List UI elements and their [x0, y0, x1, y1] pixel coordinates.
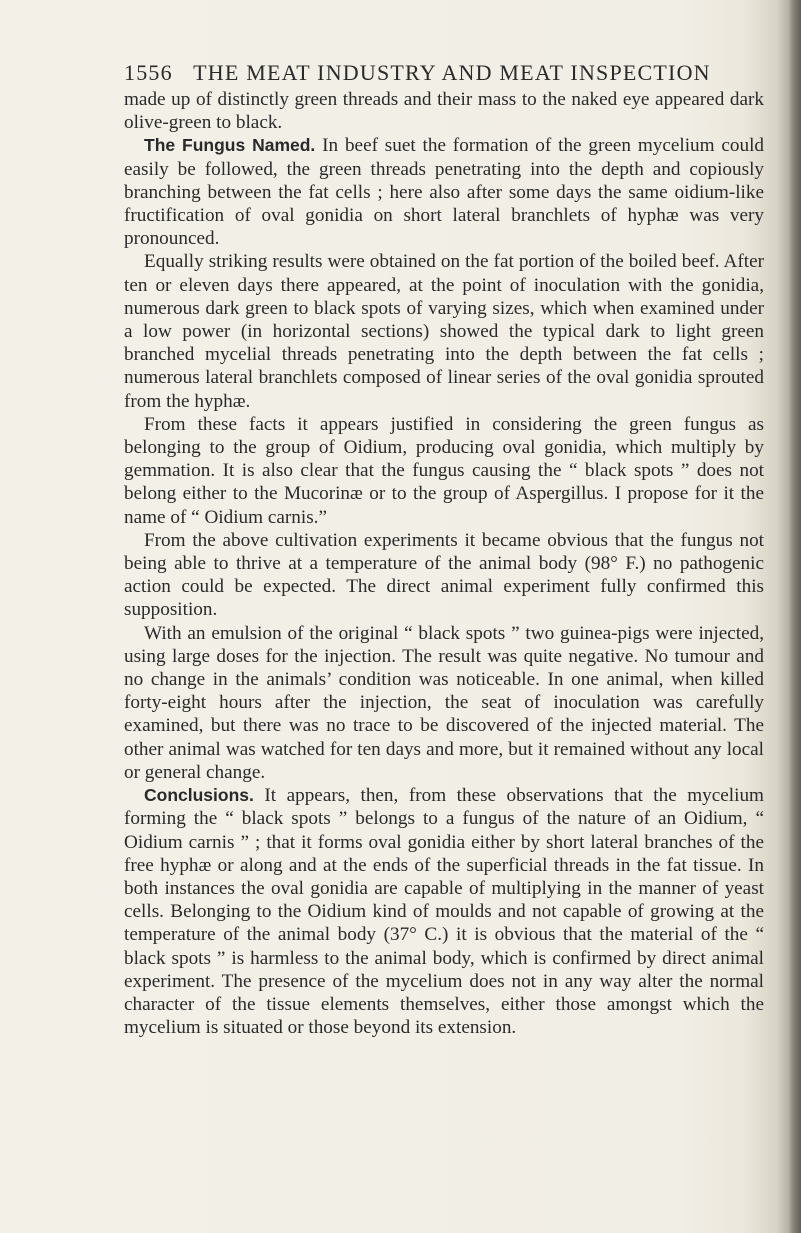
page-number: 1556: [124, 60, 173, 85]
paragraph-text: From these facts it appears justified in considering the green fungus as belonging to the group of Oidium, producing oval gonidia, which multiply by gemmation. It is also clear that the fungus causing the “ black spots ” does not belong either to the Mucorinæ or to the group of Aspergillus. I propose for it the name of “ Oidium carnis.”: [124, 413, 764, 528]
body-text: [124, 88, 764, 1039]
paragraph-text: In beef suet the formation of the green mycelium could easily be followed, the green threads penetrating into the depth and copiously branching between the fat cells ; here also after some days the same oidium-like fructification of oval gonidia on short lateral branchlets of hyphæ was very pronounced.: [124, 135, 765, 250]
paragraph: [124, 134, 764, 250]
paragraph: [124, 529, 764, 622]
paragraph: [124, 784, 764, 1039]
paragraph: [124, 88, 764, 134]
paragraph-text: From the above cultivation experiments it became obvious that the fungus not being able to thrive at a temperature of the animal body (98° F.) no pathogenic action could be expected. The direct animal experiment fully confirmed this supposition.: [124, 529, 764, 621]
paragraph-text: Equally striking results were obtained on the fat portion of the boiled beef. After ten or eleven days there appeared, at the point of inoculation with the gonidia, numerous dark green to black spots of varying sizes, which when examined under a low power (in horizontal sections) showed the typical dark to light green branched mycelial threads penetrating into the depth between the fat cells ; numerous lateral branchlets composed of linear series of the oval gonidia sprouted from the hyphæ.: [124, 251, 764, 412]
running-title: THE MEAT INDUSTRY AND MEAT INSPECTION: [193, 60, 711, 85]
running-header: [124, 60, 724, 86]
paragraph-text: With an emulsion of the original “ black spots ” two guinea-pigs were injected, using large doses for the injection. The result was quite negative. No tumour and no change in the animals’ condition was noticeable. In one animal, when killed forty-eight hours after the injection, the seat of inoculation was carefully examined, but there was no trace to be discovered of the injected material. The other animal was watched for ten days and more, but it remained without any local or general change.: [124, 622, 764, 783]
section-heading-fungus-named: The Fungus Named.: [144, 135, 316, 156]
paragraph: [124, 622, 764, 784]
paragraph-text: made up of distinctly green threads and their mass to the naked eye appeared dark olive-green to black.: [124, 89, 764, 134]
paragraph: [124, 250, 764, 412]
section-heading-conclusions: Conclusions.: [144, 785, 254, 806]
paragraph: [124, 413, 764, 529]
paragraph-text: It appears, then, from these observations that the mycelium forming the “ black spots ” belongs to a fungus of the nature of an Oidium, “ Oidium carnis ” ; that it forms oval gonidia either by short lateral branches of the free hyphæ or along and at the ends of the superficial threads in the fat tissue. In both instances the oval gonidia are capable of multiplying in the manner of yeast cells. Belonging to the Oidium kind of moulds and not capable of growing at the temperature of the animal body (37° C.) it is obvious that the material of the “ black spots ” is harmless to the animal body, which is confirmed by direct animal experiment. The presence of the mycelium does not in any way alter the normal character of the tissue elements themselves, either those amongst which the mycelium is situated or those beyond its extension.: [124, 785, 764, 1039]
page-edge-shadow: [787, 0, 801, 1233]
